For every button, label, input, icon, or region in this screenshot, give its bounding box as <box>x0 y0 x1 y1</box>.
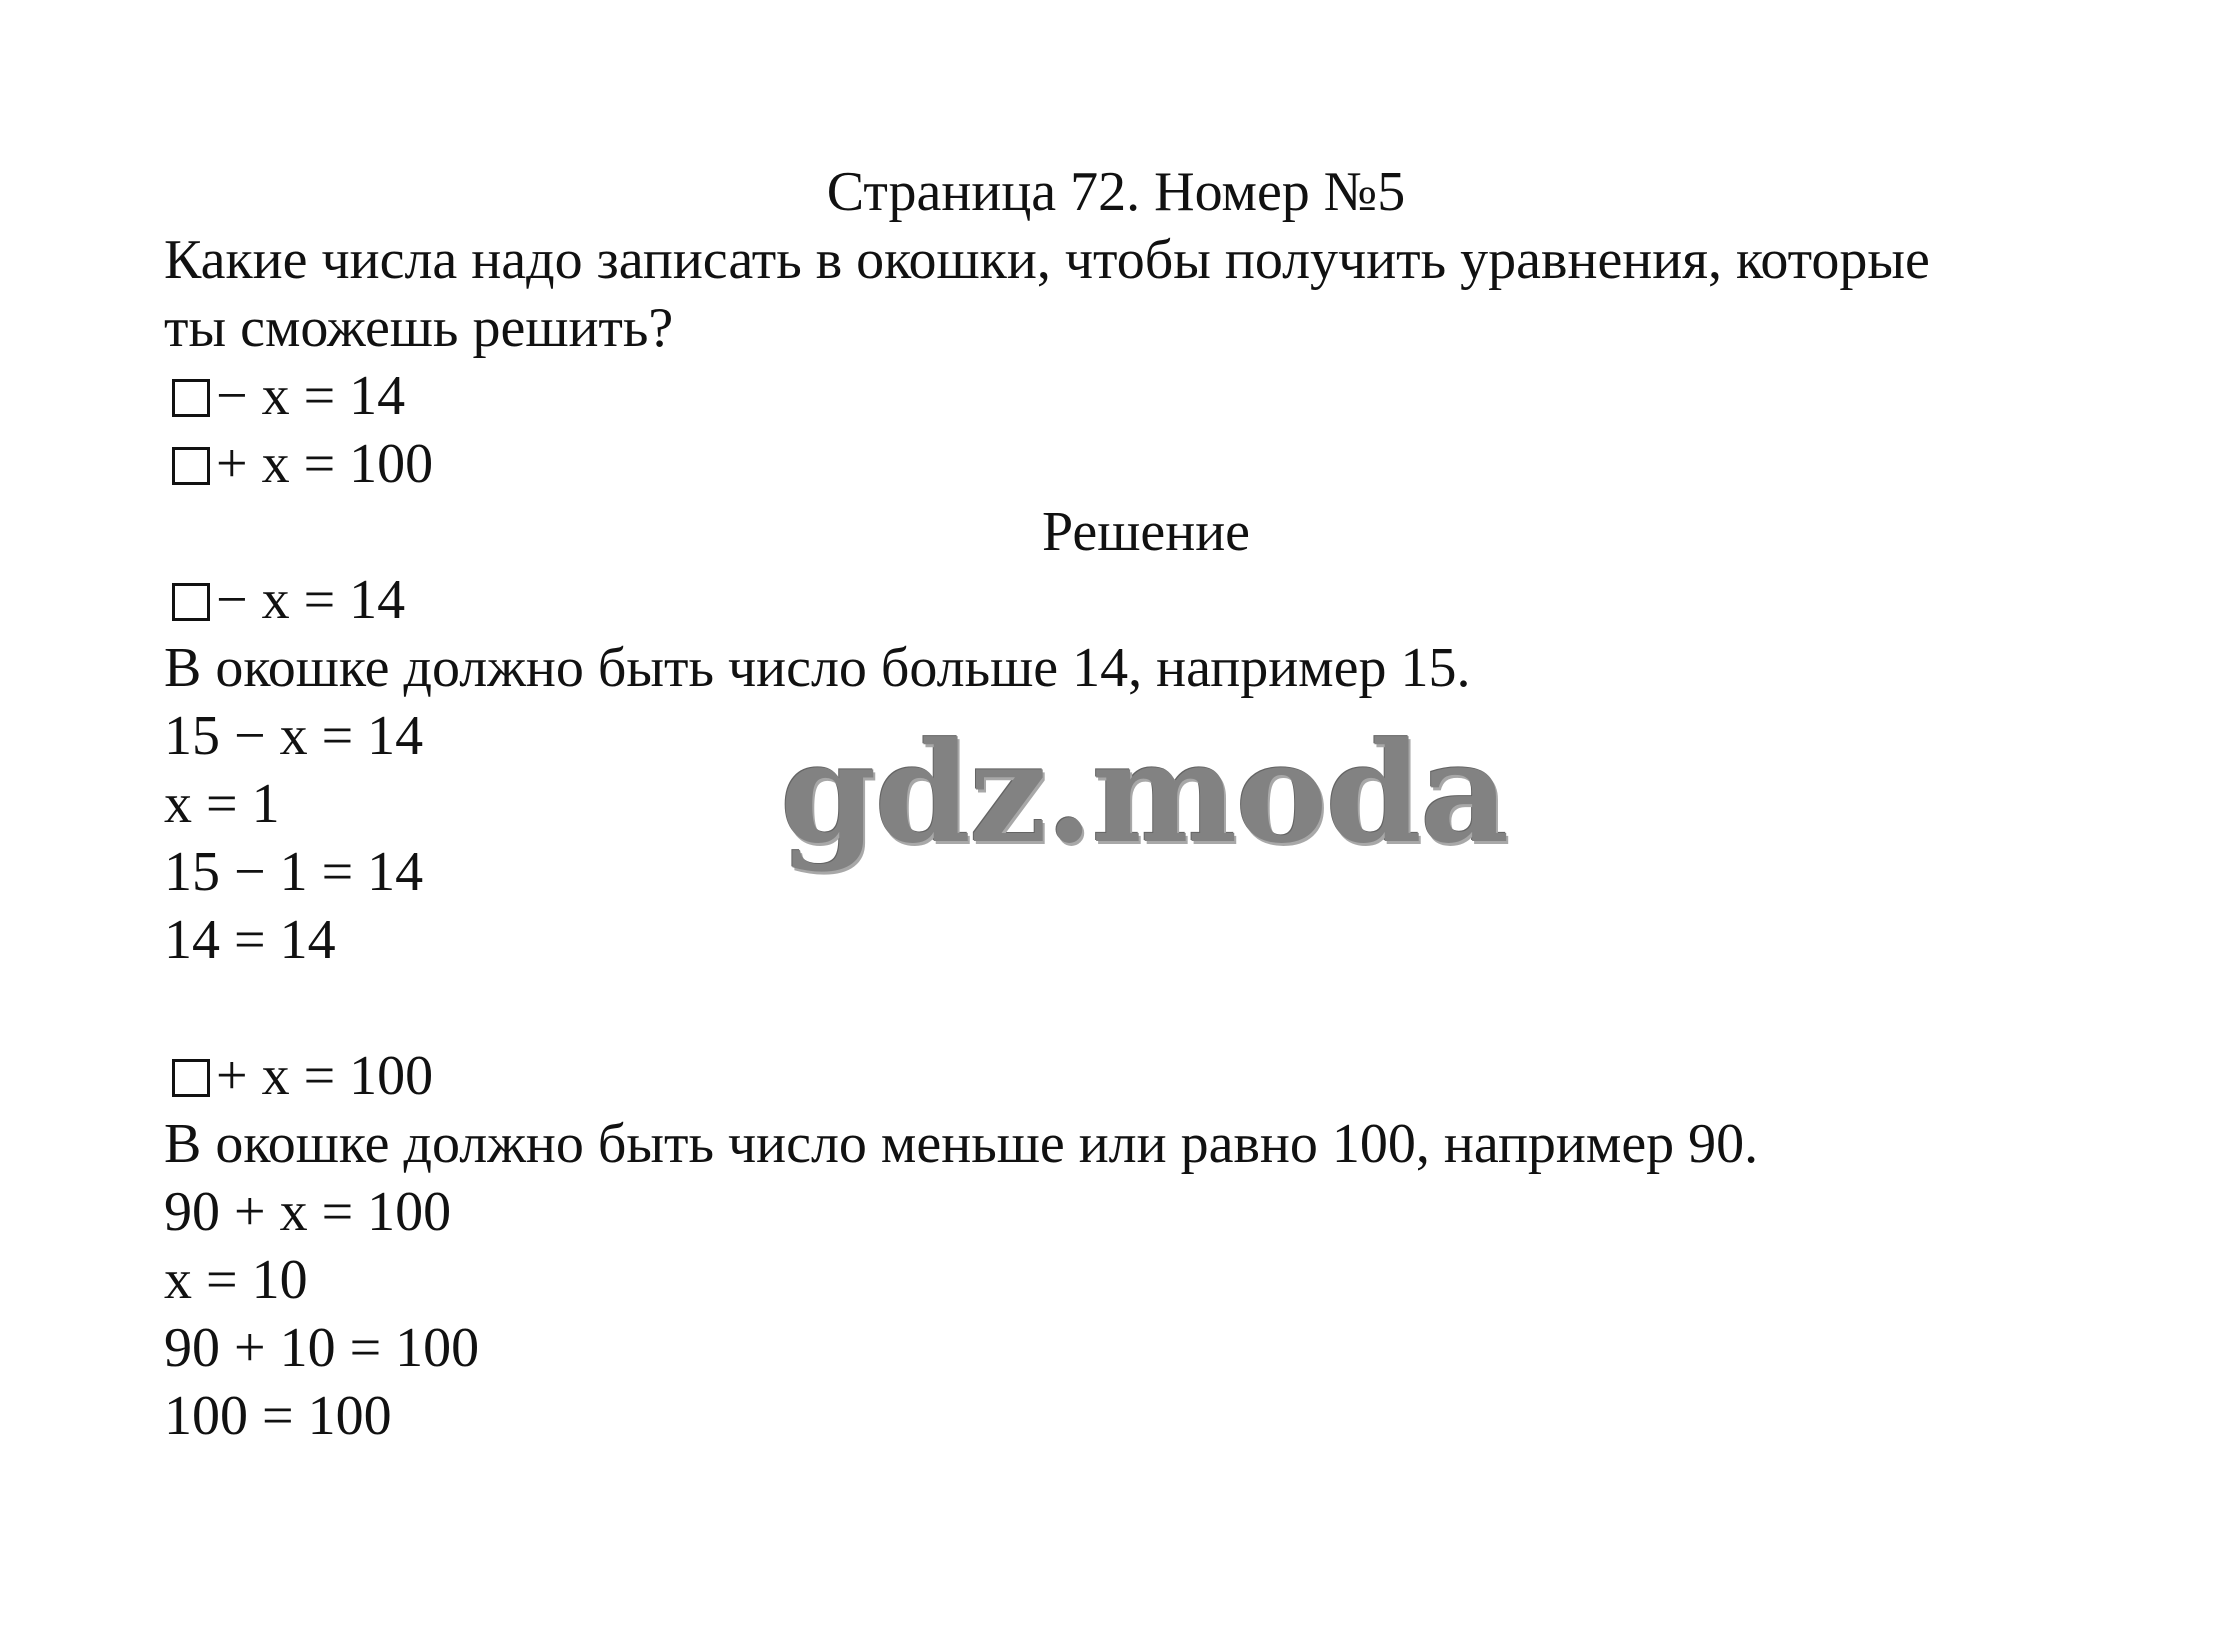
part1-step: 15 − x = 14 <box>164 705 424 767</box>
part1-step: 14 = 14 <box>164 909 336 971</box>
part2-step: x = 10 <box>164 1249 308 1311</box>
page-title: Страница 72. Номер №5 <box>826 161 1406 223</box>
empty-box-icon <box>172 583 210 621</box>
equation-text: + x = 100 <box>216 433 434 495</box>
solution-heading: Решение <box>1041 501 1251 563</box>
empty-box-icon <box>172 447 210 485</box>
part2-equation <box>164 1042 433 1110</box>
part1-step: x = 1 <box>164 773 280 835</box>
part1-explanation: В окошке должно быть число больше 14, например 15. <box>164 637 1471 699</box>
part2-step: 100 = 100 <box>164 1385 392 1447</box>
equation-text: + x = 100 <box>216 1045 434 1107</box>
equation-text: − x = 14 <box>216 365 406 427</box>
part2-step: 90 + x = 100 <box>164 1181 452 1243</box>
part1-step: 15 − 1 = 14 <box>164 841 424 903</box>
empty-box-icon <box>172 379 210 417</box>
part2-step: 90 + 10 = 100 <box>164 1317 480 1379</box>
watermark-logo: gdz.moda <box>780 711 1508 874</box>
part1-equation <box>164 566 405 634</box>
question-equation-1 <box>164 362 405 430</box>
equation-text: − x = 14 <box>216 569 406 631</box>
question-line-2: ты сможешь решить? <box>164 297 674 359</box>
question-equation-2 <box>164 430 433 498</box>
part2-explanation: В окошке должно быть число меньше или равно 100, например 90. <box>164 1113 1759 1175</box>
question-line-1: Какие числа надо записать в окошки, чтобы получить уравнения, которые <box>164 229 1930 291</box>
empty-box-icon <box>172 1059 210 1097</box>
